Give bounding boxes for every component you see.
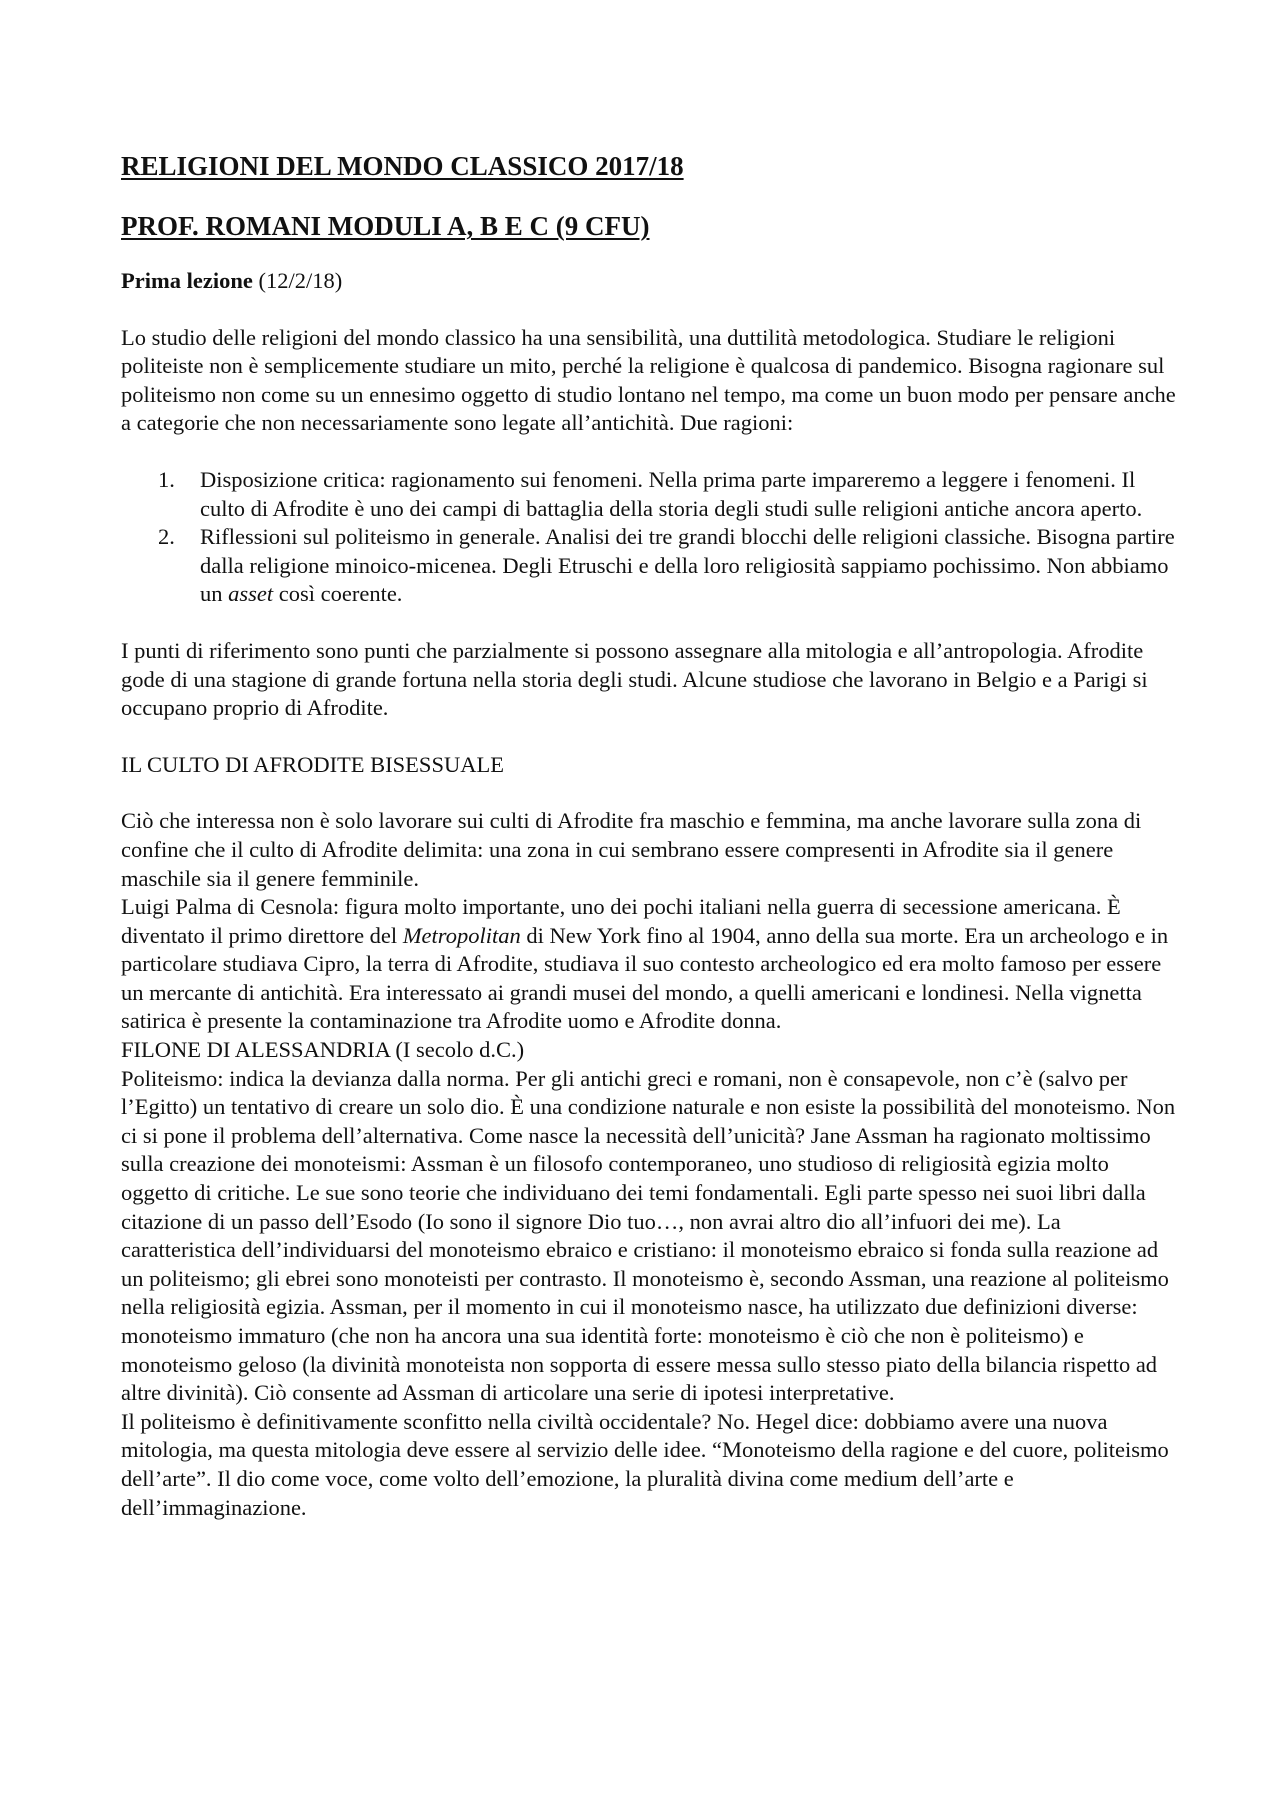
lesson-heading (121, 267, 1176, 296)
cesnola-text-end: di New York fino al 1904, anno della sua morte. Era un archeologo e in particolare studiava Cipro, la terra di Afrodite, studiava il suo contesto archeologico ed era molto famoso per essere un mercante di antichità. Era interessato ai grandi musei del mondo, a quelli americani e londinesi. Nella vignetta satirica è presente la contaminazione tra Afrodite uomo e Afrodite donna. (121, 922, 1169, 1034)
document-title: RELIGIONI DEL MONDO CLASSICO 2017/18 (121, 151, 684, 181)
list-item (121, 523, 1176, 609)
filone-heading: FILONE DI ALESSANDRIA (I secolo d.C.) (121, 1037, 525, 1063)
references-paragraph: I punti di riferimento sono punti che parzialmente si possono assegnare alla mitologia e all’antropologia. Afrodite gode di una stagione di grande fortuna nella storia degli studi. Alcune studiose che lavorano in Belgio e a Parigi si occupano proprio di Afrodite. (121, 637, 1148, 721)
politeismo-paragraph: Politeismo: indica la devianza dalla norma. Per gli antichi greci e romani, non è consapevole, non c’è (salvo per l’Egitto) un tentativo di creare un solo dio. È una condizione naturale e non esiste la possibilità del monoteismo. Non ci si pone il problema dell’alternativa. Come nasce la necessità dell’unicità? Jane Assman ha ragionato moltissimo sulla creazione dei monoteismi: Assman è un filosofo contemporaneo, uno studioso di religiosità egizia molto oggetto di critiche. Le sue sono teorie che individuano dei temi fondamentali. Egli parte spesso nei suoi libri dalla citazione di un passo dell’Esodo (Io sono il signore Dio tuo…, non avrai altro dio all’infuori dei me). La caratteristica dell’individuarsi del monoteismo ebraico e cristiano: il monoteismo ebraico si fonda sulla reazione ad un politeismo; gli ebrei sono monoteisti per contrasto. Il monoteismo è, secondo Assman, una reazione al politeismo nella religiosità egizia. Assman, per il momento in cui il monoteismo nasce, ha utilizzato due definizioni diverse: monoteismo immaturo (che non ha ancora una sua identità forte: monoteismo è ciò che non è politeismo) e monoteismo geloso (la divinità monoteista non sopporta di essere messa sullo stesso piato della bilancia rispetto ad altre divinità). Ciò consente ad Assman di articolare una serie di ipotesi interpretative. (121, 1065, 1176, 1406)
section-heading: IL CULTO DI AFRODITE BISESSUALE (121, 751, 504, 777)
culto-paragraph: Ciò che interessa non è solo lavorare sui culti di Afrodite fra maschio e femmina, ma anche lavorare sulla zona di confine che il culto di Afrodite delimita: una zona in cui sembrano essere compresenti in Afrodite sia il genere maschile sia il genere femminile. (121, 808, 1142, 891)
hegel-paragraph: Il politeismo è definitivamente sconfitto nella civiltà occidentale? No. Hegel dice: dobbiamo avere una nuova mitologia, ma questa mitologia deve essere al servizio delle idee. “Monoteismo della ragione e del cuore, politeismo dell’arte”. Il dio come voce, come volto dell’emozione, la pluralità divina come medium dell’arte e dell’immaginazione. (121, 1408, 1169, 1520)
list-item (121, 466, 1176, 523)
cesnola-text-start: Luigi Palma di Cesnola: figura molto importante, uno dei pochi italiani nella guerra di secessione americana. È diventato il primo direttore del (121, 894, 1121, 948)
intro-paragraph: Lo studio delle religioni del mondo classico ha una sensibilità, una duttilità metodologica. Studiare le religioni politeiste non è semplicemente studiare un mito, perché la religione è qualcosa di pandemico. Bisogna ragionare sul politeismo non come su un ennesimo oggetto di studio lontano nel tempo, ma come un buon modo per pensare anche a categorie che non necessariamente sono legate all’antichità. Due ragioni: (121, 324, 1176, 436)
lesson-date: (12/2/18) (252, 268, 343, 293)
cesnola-italic: Metropolitan (402, 922, 521, 948)
list-item-number: 2. (158, 524, 175, 550)
list-item-number: 1. (158, 466, 175, 492)
list-item-italic: asset (228, 581, 274, 607)
cesnola-paragraph (121, 893, 1176, 1036)
document-page (121, 150, 1176, 1522)
reasons-list (121, 466, 1176, 609)
list-item-text: Disposizione critica: ragionamento sui fenomeni. Nella prima parte impareremo a leggere i fenomeni. Il culto di Afrodite è uno dei campi di battaglia della storia degli studi sulle religioni antiche ancora aperto. (200, 466, 1143, 521)
list-item-text: Riflessioni sul politeismo in generale. Analisi dei tre grandi blocchi delle religioni classiche. Bisogna partire dalla religione minoico-micenea. Degli Etruschi e della loro religiosità sappiamo pochissimo. Non abbiamo un (200, 524, 1175, 607)
document-subtitle: PROF. ROMANI MODULI A, B E C (9 CFU) (121, 211, 650, 241)
list-item-text-end: così coerente. (273, 581, 403, 607)
lesson-label: Prima lezione (121, 268, 253, 293)
